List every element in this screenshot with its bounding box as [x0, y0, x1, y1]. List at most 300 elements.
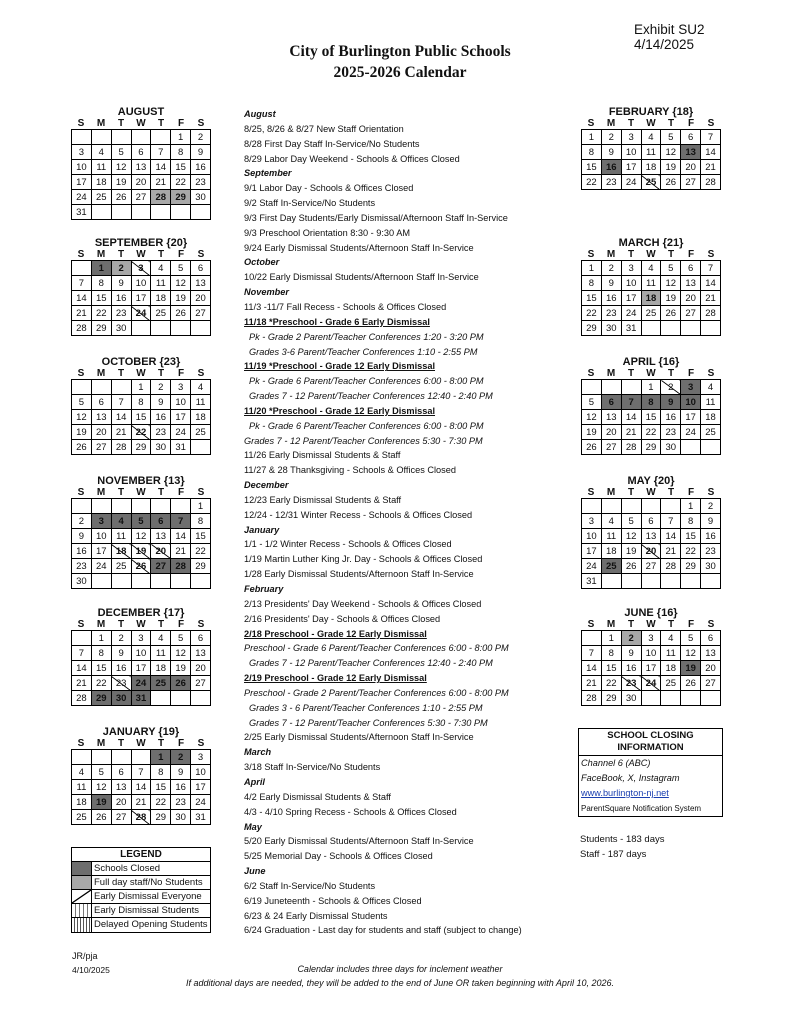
day-cell: 28 — [72, 691, 92, 706]
weekday-label: T — [667, 249, 675, 260]
day-cell: 5 — [661, 261, 681, 276]
day-cell: 23 — [111, 676, 131, 691]
event-item: 5/20 Early Dismissal Students/Afternoon Staff In-Service — [244, 836, 474, 847]
day-cell: 12 — [171, 276, 191, 291]
day-cell: 18 — [601, 544, 621, 559]
day-cell: 26 — [171, 306, 191, 321]
school-closing-info — [578, 728, 723, 817]
event-item: 6/19 Juneteenth - Schools & Offices Closed — [244, 895, 422, 906]
day-cell: 25 — [111, 559, 131, 574]
empty-cell — [661, 574, 681, 589]
day-cell: 16 — [111, 661, 131, 676]
day-cell: 29 — [131, 440, 151, 455]
empty-cell — [131, 321, 151, 336]
weekday-label: W — [646, 619, 656, 630]
weekday-header — [71, 738, 211, 749]
day-cell: 11 — [661, 646, 681, 661]
day-cell: 5 — [91, 765, 111, 780]
week-row — [582, 661, 721, 676]
weekday-label: T — [627, 118, 635, 129]
empty-cell — [72, 261, 92, 276]
closing-notification: ParentSquare Notification System — [581, 804, 702, 813]
weekday-label: M — [606, 619, 616, 630]
event-list — [244, 107, 574, 938]
event-item: 11/27 & 28 Thanksgiving - Schools & Offices Closed — [244, 465, 456, 476]
weekday-label: F — [177, 487, 185, 498]
day-cell: 27 — [91, 440, 111, 455]
day-cell: 16 — [171, 780, 191, 795]
day-cell: 23 — [601, 306, 621, 321]
week-row — [582, 559, 721, 574]
day-cell: 4 — [641, 130, 661, 145]
day-cell: 20 — [91, 425, 111, 440]
weekday-label: T — [667, 118, 675, 129]
legend-swatch — [72, 890, 92, 903]
day-cell: 22 — [91, 676, 111, 691]
day-cell: 28 — [111, 440, 131, 455]
day-cell: 9 — [601, 276, 621, 291]
week-row — [582, 175, 721, 190]
day-cell: 6 — [681, 261, 701, 276]
day-cell: 10 — [641, 646, 661, 661]
day-cell: 20 — [191, 661, 211, 676]
day-cell: 26 — [72, 440, 92, 455]
weekday-label: M — [96, 619, 106, 630]
day-cell: 9 — [111, 646, 131, 661]
day-cell: 1 — [641, 380, 661, 395]
day-cell: 1 — [131, 380, 151, 395]
day-cell: 27 — [131, 190, 151, 205]
day-cell: 8 — [681, 514, 701, 529]
week-row — [582, 395, 721, 410]
day-cell: 25 — [601, 559, 621, 574]
weekday-label: W — [646, 487, 656, 498]
day-cell: 16 — [701, 529, 721, 544]
day-cell: 4 — [661, 631, 681, 646]
weekday-label: F — [687, 249, 695, 260]
empty-cell — [171, 574, 191, 589]
day-cell: 26 — [661, 306, 681, 321]
empty-cell — [151, 691, 171, 706]
weekday-header — [71, 619, 211, 630]
week-row — [72, 795, 211, 810]
weekday-label: T — [117, 738, 125, 749]
month-title: FEBRUARY {18} — [608, 106, 694, 118]
event-month-header: September — [244, 168, 292, 179]
day-cell: 8 — [582, 276, 602, 291]
month-grid — [581, 498, 721, 589]
week-row — [72, 631, 211, 646]
event-item: 11/3 -11/7 Fall Recess - Schools & Offices Closed — [244, 301, 447, 312]
day-cell: 16 — [111, 291, 131, 306]
day-cell: 20 — [641, 544, 661, 559]
event-item: Grades 7 - 12 Parent/Teacher Conferences 5:30 - 7:30 PM — [249, 717, 488, 728]
day-cell: 11 — [701, 395, 721, 410]
event-month-header: January — [244, 524, 280, 535]
week-row — [582, 574, 721, 589]
weekday-header — [71, 368, 211, 379]
empty-cell — [171, 499, 191, 514]
weekday-label: T — [627, 487, 635, 498]
weekday-header — [581, 487, 721, 498]
day-cell: 15 — [191, 529, 211, 544]
day-cell: 12 — [681, 646, 701, 661]
day-cell: 11 — [72, 780, 92, 795]
day-cell: 7 — [582, 646, 602, 661]
day-cell: 27 — [111, 810, 131, 825]
day-cell: 14 — [72, 661, 92, 676]
weekday-label: W — [136, 368, 146, 379]
weekday-label: T — [157, 118, 165, 129]
month-grid — [71, 129, 211, 220]
footer-date: 4/10/2025 — [72, 965, 110, 975]
empty-cell — [111, 380, 131, 395]
week-row — [582, 514, 721, 529]
day-cell: 27 — [701, 676, 721, 691]
day-cell: 14 — [131, 780, 151, 795]
empty-cell — [111, 205, 131, 220]
day-cell: 2 — [111, 261, 131, 276]
weekday-label: S — [197, 368, 205, 379]
day-cell: 14 — [72, 291, 92, 306]
day-cell: 1 — [582, 261, 602, 276]
empty-cell — [621, 499, 641, 514]
staff-days: Staff - 187 days — [580, 849, 647, 860]
day-cell: 2 — [601, 261, 621, 276]
day-cell: 19 — [171, 661, 191, 676]
day-cell: 17 — [681, 410, 701, 425]
day-cell: 6 — [131, 145, 151, 160]
event-item: Preschool - Grade 2 Parent/Teacher Conferences 6:00 - 8:00 PM — [244, 687, 509, 698]
event-item: 6/24 Graduation - Last day for students and staff (subject to change) — [244, 925, 522, 936]
day-cell: 27 — [191, 676, 211, 691]
day-cell: 20 — [701, 661, 721, 676]
week-row — [72, 276, 211, 291]
day-cell: 26 — [171, 676, 191, 691]
day-cell: 2 — [191, 130, 211, 145]
day-cell: 11 — [601, 529, 621, 544]
day-cell: 3 — [191, 750, 211, 765]
day-cell: 24 — [641, 676, 661, 691]
week-row — [72, 750, 211, 765]
weekday-label: F — [687, 118, 695, 129]
day-cell: 1 — [91, 261, 111, 276]
school-closing-title — [579, 729, 722, 756]
weekday-label: S — [77, 249, 85, 260]
month-title: NOVEMBER {13} — [97, 475, 185, 487]
day-cell: 30 — [701, 559, 721, 574]
event-item: 8/29 Labor Day Weekend - Schools & Offices Closed — [244, 153, 460, 164]
day-cell: 28 — [72, 321, 92, 336]
weekday-label: S — [77, 487, 85, 498]
day-cell: 12 — [91, 780, 111, 795]
week-row — [72, 810, 211, 825]
day-cell: 30 — [111, 691, 131, 706]
empty-cell — [131, 205, 151, 220]
empty-cell — [621, 380, 641, 395]
day-cell: 6 — [191, 631, 211, 646]
empty-cell — [641, 321, 661, 336]
day-cell: 4 — [701, 380, 721, 395]
week-row — [582, 529, 721, 544]
weekday-label: M — [606, 487, 616, 498]
weekday-label: M — [606, 249, 616, 260]
weekday-label: T — [667, 487, 675, 498]
day-cell: 11 — [191, 395, 211, 410]
legend-swatch — [72, 918, 92, 932]
weekday-label: M — [96, 738, 106, 749]
day-cell: 9 — [701, 514, 721, 529]
weekday-header — [581, 249, 721, 260]
month-calendar — [71, 107, 211, 220]
empty-cell — [171, 205, 191, 220]
week-row — [582, 410, 721, 425]
weekday-label: T — [117, 368, 125, 379]
weekday-label: S — [707, 368, 715, 379]
day-cell: 31 — [582, 574, 602, 589]
day-cell: 23 — [191, 175, 211, 190]
week-row — [582, 261, 721, 276]
day-cell: 14 — [621, 410, 641, 425]
day-cell: 30 — [601, 321, 621, 336]
week-row — [582, 676, 721, 691]
day-cell: 16 — [621, 661, 641, 676]
day-cell: 20 — [131, 175, 151, 190]
weekday-label: M — [606, 368, 616, 379]
day-cell: 19 — [661, 160, 681, 175]
day-cell: 15 — [171, 160, 191, 175]
week-row — [72, 544, 211, 559]
empty-cell — [191, 440, 211, 455]
day-cell: 8 — [582, 145, 602, 160]
week-row — [72, 646, 211, 661]
event-month-header: December — [244, 480, 289, 491]
day-cell: 2 — [601, 130, 621, 145]
empty-cell — [621, 574, 641, 589]
event-item: 8/25, 8/26 & 8/27 New Staff Orientation — [244, 123, 404, 134]
weekday-label: T — [117, 487, 125, 498]
weekday-label: S — [587, 619, 595, 630]
month-calendar — [581, 608, 721, 706]
empty-cell — [131, 499, 151, 514]
empty-cell — [582, 631, 602, 646]
week-row — [72, 410, 211, 425]
student-days: Students - 183 days — [580, 834, 665, 845]
day-cell: 8 — [91, 646, 111, 661]
day-cell: 8 — [131, 395, 151, 410]
day-cell: 6 — [91, 395, 111, 410]
day-cell: 15 — [681, 529, 701, 544]
day-cell: 26 — [681, 676, 701, 691]
day-cell: 15 — [91, 661, 111, 676]
day-cell: 29 — [151, 810, 171, 825]
day-cell: 23 — [661, 425, 681, 440]
event-item: 5/25 Memorial Day - Schools & Offices Closed — [244, 851, 433, 862]
weekday-label: S — [707, 487, 715, 498]
event-item: Grades 7 - 12 Parent/Teacher Conferences 12:40 - 2:40 PM — [249, 391, 493, 402]
day-cell: 7 — [171, 514, 191, 529]
month-title: AUGUST — [117, 106, 165, 118]
day-cell: 22 — [601, 676, 621, 691]
empty-cell — [701, 574, 721, 589]
legend-item — [72, 918, 210, 932]
event-item: 11/26 Early Dismissal Students & Staff — [244, 450, 401, 461]
week-row — [582, 425, 721, 440]
day-cell: 10 — [131, 276, 151, 291]
exhibit-title: Exhibit SU2 — [634, 22, 705, 37]
month-title: JANUARY {19} — [102, 726, 180, 738]
empty-cell — [91, 130, 111, 145]
day-cell: 3 — [582, 514, 602, 529]
weekday-label: T — [667, 619, 675, 630]
day-cell: 16 — [151, 410, 171, 425]
event-item: 2/13 Presidents' Day Weekend - Schools & Offices Closed — [244, 598, 482, 609]
event-month-header: March — [244, 747, 272, 758]
weekday-label: T — [157, 619, 165, 630]
day-cell: 19 — [661, 291, 681, 306]
day-cell: 24 — [582, 559, 602, 574]
week-row — [582, 380, 721, 395]
day-cell: 5 — [171, 631, 191, 646]
day-cell: 29 — [91, 321, 111, 336]
day-cell: 26 — [111, 190, 131, 205]
event-month-header: October — [244, 257, 280, 268]
day-cell: 8 — [171, 145, 191, 160]
weekday-label: T — [157, 738, 165, 749]
day-cell: 1 — [151, 750, 171, 765]
event-item: 9/3 Preschool Orientation 8:30 - 9:30 AM — [244, 227, 410, 238]
weekday-header — [581, 368, 721, 379]
weekday-label: W — [646, 249, 656, 260]
weekday-label: F — [177, 368, 185, 379]
day-counts — [580, 832, 665, 862]
day-cell: 13 — [191, 646, 211, 661]
weekday-label: T — [627, 619, 635, 630]
closing-website-link[interactable]: www.burlington-nj.net — [581, 788, 669, 798]
month-calendar — [581, 238, 721, 336]
closing-title-line2: INFORMATION — [617, 742, 684, 753]
month-title: APRIL {16} — [622, 356, 680, 368]
day-cell: 9 — [661, 395, 681, 410]
day-cell: 16 — [601, 291, 621, 306]
event-item: 2/19 Preschool - Grade 12 Early Dismissal — [244, 673, 427, 684]
month-calendar — [581, 107, 721, 190]
weekday-label: W — [646, 368, 656, 379]
day-cell: 23 — [72, 559, 92, 574]
weekday-label: S — [77, 738, 85, 749]
day-cell: 27 — [641, 559, 661, 574]
day-cell: 3 — [641, 631, 661, 646]
empty-cell — [582, 499, 602, 514]
day-cell: 19 — [111, 175, 131, 190]
empty-cell — [151, 130, 171, 145]
day-cell: 4 — [191, 380, 211, 395]
day-cell: 6 — [701, 631, 721, 646]
day-cell: 15 — [151, 780, 171, 795]
weekday-label: W — [136, 738, 146, 749]
day-cell: 27 — [681, 175, 701, 190]
event-item: 11/18 *Preschool - Grade 6 Early Dismissal — [244, 316, 430, 327]
day-cell: 23 — [621, 676, 641, 691]
day-cell: 22 — [191, 544, 211, 559]
day-cell: 14 — [111, 410, 131, 425]
day-cell: 25 — [72, 810, 92, 825]
day-cell: 24 — [681, 425, 701, 440]
week-row — [582, 544, 721, 559]
footer-initials: JR/pja — [72, 951, 98, 961]
weekday-label: S — [707, 118, 715, 129]
day-cell: 5 — [131, 514, 151, 529]
empty-cell — [151, 205, 171, 220]
day-cell: 2 — [621, 631, 641, 646]
weekday-header — [71, 487, 211, 498]
month-grid — [581, 129, 721, 190]
day-cell: 3 — [621, 130, 641, 145]
day-cell: 10 — [681, 395, 701, 410]
empty-cell — [151, 499, 171, 514]
weekday-label: S — [587, 118, 595, 129]
month-grid — [71, 749, 211, 825]
day-cell: 21 — [701, 291, 721, 306]
day-cell: 18 — [151, 291, 171, 306]
weekday-label: F — [177, 118, 185, 129]
event-item: 3/18 Staff In-Service/No Students — [244, 762, 381, 773]
day-cell: 7 — [701, 130, 721, 145]
weekday-label: T — [157, 487, 165, 498]
day-cell: 5 — [111, 145, 131, 160]
day-cell: 10 — [72, 160, 92, 175]
day-cell: 7 — [72, 646, 92, 661]
week-row — [582, 160, 721, 175]
week-row — [72, 780, 211, 795]
week-row — [72, 261, 211, 276]
day-cell: 13 — [681, 145, 701, 160]
empty-cell — [681, 574, 701, 589]
day-cell: 22 — [582, 175, 602, 190]
day-cell: 14 — [701, 145, 721, 160]
weekday-label: S — [77, 118, 85, 129]
day-cell: 12 — [111, 160, 131, 175]
day-cell: 23 — [111, 306, 131, 321]
day-cell: 13 — [681, 276, 701, 291]
day-cell: 2 — [661, 380, 681, 395]
footer-note-weather: Calendar includes three days for inclement weather — [297, 964, 503, 974]
event-month-header: May — [244, 821, 262, 832]
day-cell: 18 — [641, 160, 661, 175]
day-cell: 13 — [701, 646, 721, 661]
day-cell: 30 — [171, 810, 191, 825]
day-cell: 3 — [171, 380, 191, 395]
event-item: Pk - Grade 6 Parent/Teacher Conferences 6:00 - 8:00 PM — [249, 376, 484, 387]
week-row — [72, 676, 211, 691]
day-cell: 22 — [91, 306, 111, 321]
closing-title-line1: SCHOOL CLOSING — [607, 730, 694, 741]
day-cell: 23 — [601, 175, 621, 190]
empty-cell — [131, 574, 151, 589]
day-cell: 24 — [131, 676, 151, 691]
empty-cell — [681, 691, 701, 706]
month-title: OCTOBER {23} — [101, 356, 181, 368]
empty-cell — [72, 631, 92, 646]
empty-cell — [661, 691, 681, 706]
day-cell: 28 — [131, 810, 151, 825]
event-item: 9/3 First Day Students/Early Dismissal/Afternoon Staff In-Service — [244, 212, 508, 223]
weekday-label: S — [197, 487, 205, 498]
day-cell: 20 — [681, 160, 701, 175]
month-calendar — [71, 238, 211, 336]
event-item: 4/3 - 4/10 Spring Recess - Schools & Offices Closed — [244, 806, 457, 817]
day-cell: 27 — [601, 440, 621, 455]
